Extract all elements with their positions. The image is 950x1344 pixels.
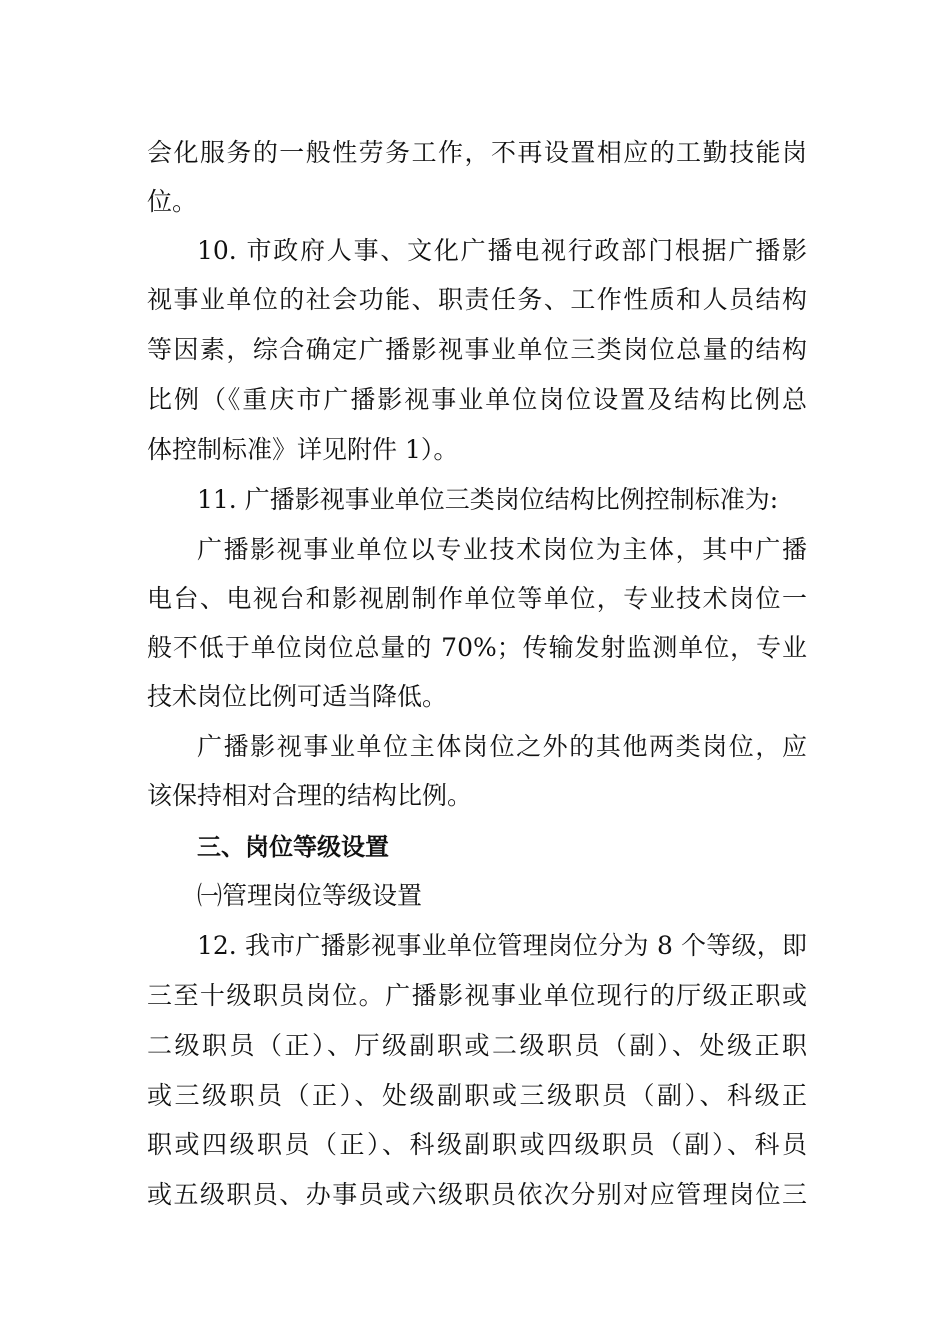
paragraph-start: 广播影视事业单位以专业技术岗位为主体，其中广播 — [197, 535, 807, 564]
text-line: 该保持相对合理的结构比例。 — [147, 781, 473, 810]
text-line: 位。 — [147, 187, 198, 216]
paragraph-11-start: 11. 广播影视事业单位三类岗位结构比例控制标准为: — [197, 485, 779, 514]
text-line: 职或四级职员（正）、科级副职或四级职员（副）、科员 — [147, 1130, 807, 1159]
text-line: 般不低于单位岗位总量的 70%；传输发射监测单位，专业 — [147, 633, 807, 662]
text-line: 或三级职员（正）、处级副职或三级职员（副）、科级正 — [147, 1081, 807, 1110]
text-line: 电台、电视台和影视剧制作单位等单位，专业技术岗位一 — [147, 584, 807, 613]
subsection-heading: ㈠管理岗位等级设置 — [197, 881, 423, 910]
text-line: 三至十级职员岗位。广播影视事业单位现行的厅级正职或 — [147, 981, 807, 1010]
text-line: 视事业单位的社会功能、职责任务、工作性质和人员结构 — [147, 285, 807, 314]
text-line: 等因素，综合确定广播影视事业单位三类岗位总量的结构 — [147, 335, 807, 364]
section-heading: 三、岗位等级设置 — [197, 833, 389, 861]
text-line: 二级职员（正）、厅级副职或二级职员（副）、处级正职 — [147, 1031, 807, 1060]
text-line: 体控制标准》详见附件 1）。 — [147, 435, 459, 464]
paragraph-12-start: 12. 我市广播影视事业单位管理岗位分为 8 个等级，即 — [197, 931, 807, 960]
text-line: 技术岗位比例可适当降低。 — [147, 682, 448, 711]
text-line: 比例（《重庆市广播影视事业单位岗位设置及结构比例总 — [147, 385, 807, 414]
text-line: 会化服务的一般性劳务工作，不再设置相应的工勤技能岗 — [147, 138, 807, 167]
paragraph-10-start: 10. 市政府人事、文化广播电视行政部门根据广播影 — [197, 236, 807, 265]
paragraph-start: 广播影视事业单位主体岗位之外的其他两类岗位，应 — [197, 732, 807, 761]
text-line: 或五级职员、办事员或六级职员依次分别对应管理岗位三 — [147, 1180, 807, 1209]
